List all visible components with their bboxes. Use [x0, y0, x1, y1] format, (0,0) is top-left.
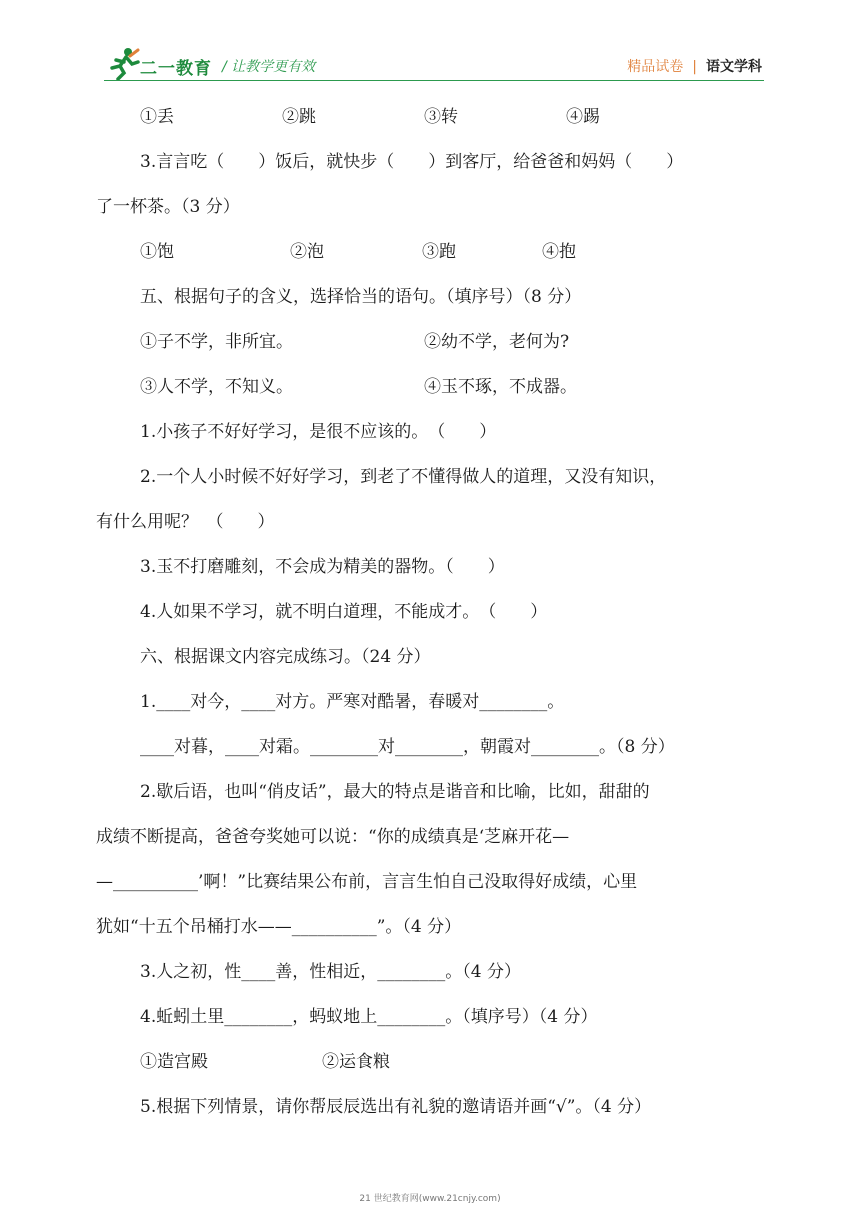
question-text: 3.玉不打磨雕刻，不会成为精美的器物。（ ） — [140, 557, 505, 577]
question-text: 3.言言吃（ ）饭后，就快步（ ）到客厅，给爸爸和妈妈（ ） — [140, 152, 684, 172]
option: ②跳 — [282, 107, 316, 127]
subject-label — [627, 56, 762, 76]
option-row — [96, 320, 772, 365]
option: ②泡 — [290, 242, 324, 262]
option-row — [96, 95, 772, 140]
subject-name: 语文学科 — [706, 59, 762, 75]
option: ④踢 — [566, 107, 600, 127]
header-divider — [104, 80, 764, 81]
separator: | — [692, 59, 697, 75]
option: ②幼不学，老何为? — [424, 332, 570, 352]
question-text: 成绩不断提高，爸爸夸奖她可以说：“你的成绩真是‘芝麻开花— — [96, 827, 570, 847]
option: ④玉不琢，不成器。 — [424, 377, 577, 397]
question-text: 1.____对今，____对方。严寒对酷暑，春暖对________。 — [140, 692, 565, 712]
option: ①饱 — [140, 242, 174, 262]
question-text: 2.一个人小时候不好好学习，到老了不懂得做人的道理，又没有知识， — [140, 467, 667, 487]
running-man-icon — [104, 46, 144, 82]
page-header — [0, 0, 860, 90]
question-text: 5.根据下列情景，请你帮辰辰选出有礼貌的邀请语并画“√”。（4 分） — [140, 1097, 652, 1117]
question-text: ____对暮，____对霜。________对________，朝霞对________。（8 分） — [140, 737, 675, 757]
option: ①造宫殿 — [140, 1052, 208, 1072]
section-heading: 五、根据句子的含义，选择恰当的语句。（填序号）（8 分） — [140, 287, 582, 307]
question-text: 了一杯茶。（3 分） — [96, 197, 240, 217]
option-row — [96, 365, 772, 410]
question-text: 4.人如果不学习，就不明白道理，不能成才。 （ ） — [140, 602, 548, 622]
question-text: 2.歇后语，也叫“俏皮话”，最大的特点是谐音和比喻，比如，甜甜的 — [140, 782, 650, 802]
slogan: / 让教学更有效 — [222, 59, 316, 75]
option: ③人不学，不知义。 — [140, 377, 293, 397]
exam-content — [96, 95, 772, 1130]
question-text: 1.小孩子不好好学习，是很不应该的。 （ ） — [140, 422, 497, 442]
logo — [104, 46, 214, 82]
question-text: —__________’啊！”比赛结果公布前，言言生怕自己没取得好成绩，心里 — [96, 872, 638, 892]
question-text: 4.蚯蚓土里________，蚂蚁地上________。（填序号）（4 分） — [140, 1007, 598, 1027]
option-row — [96, 230, 772, 275]
question-text: 犹如“十五个吊桶打水——__________”。（4 分） — [96, 917, 462, 937]
option-row — [96, 1040, 772, 1085]
question-text: 有什么用呢？ （ ） — [96, 512, 275, 532]
page-footer: 21 世纪教育网(www.21cnjy.com) — [359, 1194, 501, 1204]
option: ③转 — [424, 107, 458, 127]
option: ①丢 — [140, 107, 174, 127]
question-text: 3.人之初，性____善，性相近，________。（4 分） — [140, 962, 521, 982]
premium-paper-label: 精品试卷 — [627, 59, 684, 75]
option: ④抱 — [542, 242, 576, 262]
option: ③跑 — [422, 242, 456, 262]
option: ②运食粮 — [322, 1052, 390, 1072]
option: ①子不学，非所宜。 — [140, 332, 293, 352]
section-heading: 六、根据课文内容完成练习。（24 分） — [140, 647, 431, 667]
logo-text: 二一教育 — [140, 59, 212, 79]
